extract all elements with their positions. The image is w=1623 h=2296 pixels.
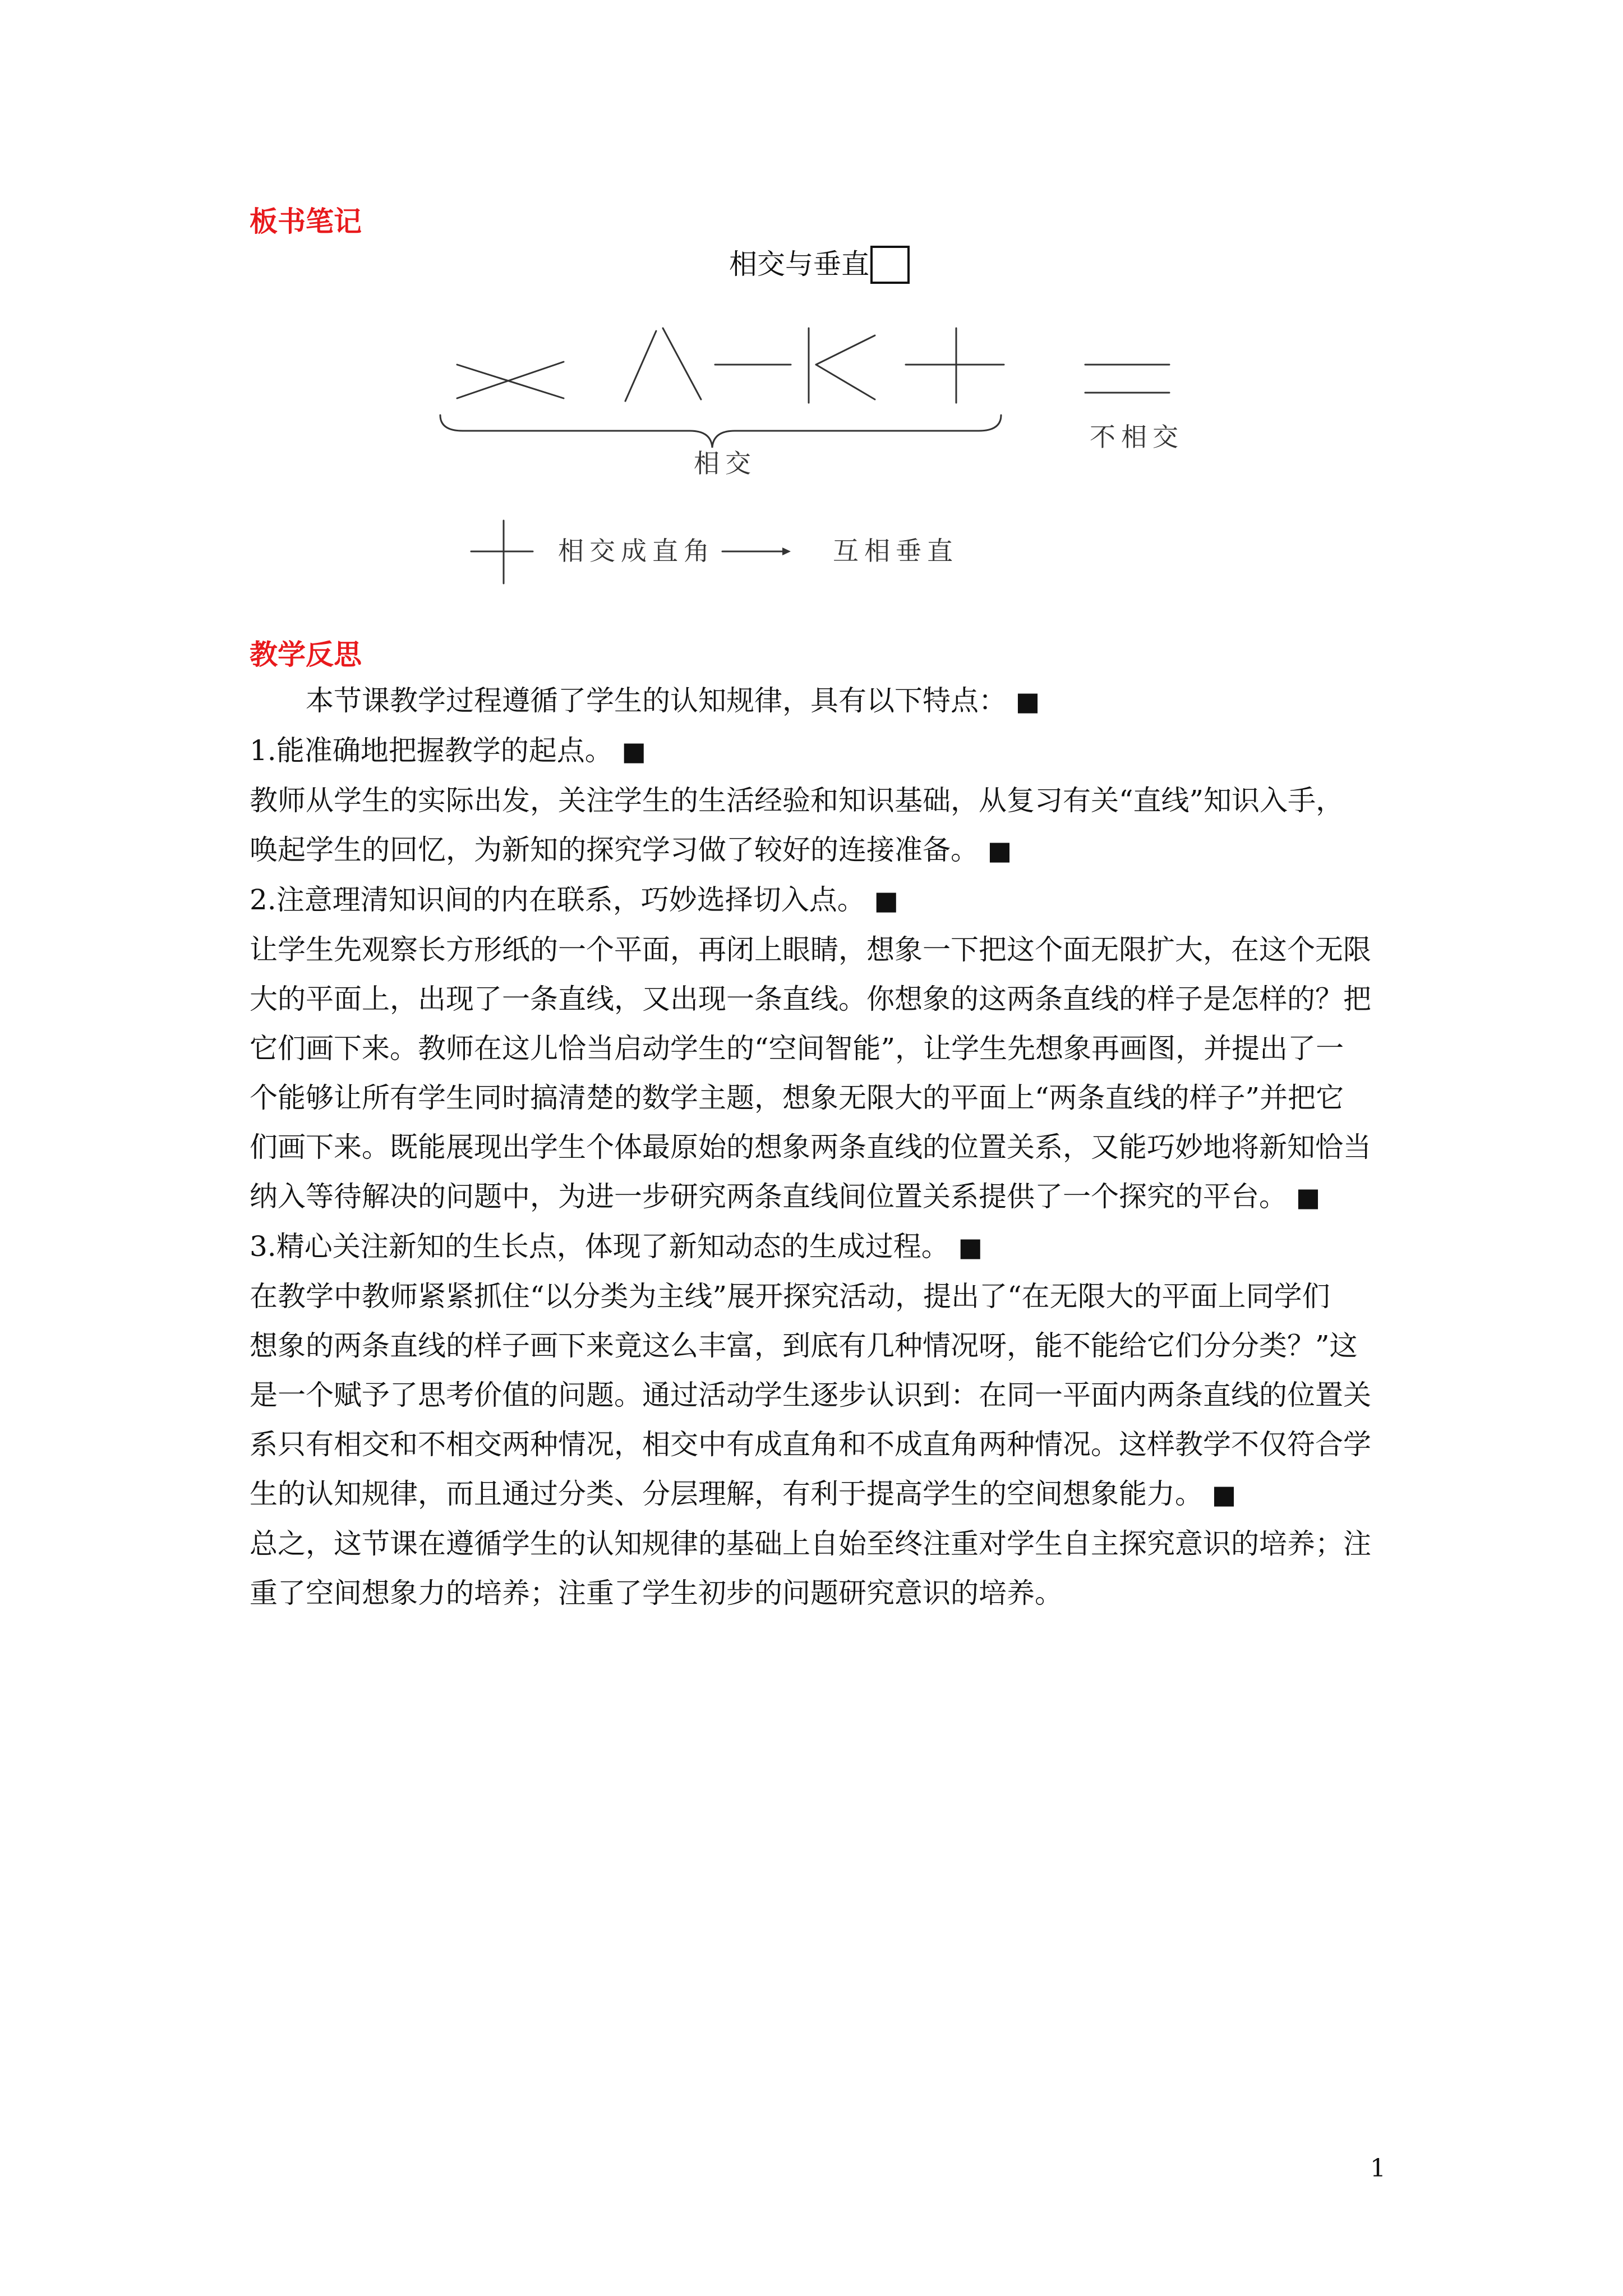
lines-meeting-vertex-icon (625, 328, 701, 401)
reflection-line-text: 总之，这节课在遵循学生的认知规律的基础上自始至终注重对学生自主探究意识的培养；注 (250, 1527, 1371, 1560)
reflection-line (250, 1073, 1394, 1122)
square-marker-icon: ■ (987, 835, 1012, 866)
reflection-line (250, 676, 1394, 726)
square-marker-icon: ■ (1211, 1479, 1237, 1510)
reflection-line-text: 是一个赋予了思考价值的问题。通过活动学生逐步认识到：在同一平面内两条直线的位置关 (250, 1379, 1371, 1411)
reflection-line (250, 726, 1394, 776)
reflection-line (250, 1568, 1394, 1618)
reflection-line-text: 系只有相交和不相交两种情况，相交中有成直角和不成直角两种情况。这样教学不仅符合学 (250, 1428, 1371, 1461)
reflection-line (250, 1370, 1394, 1420)
reflection-line-text: 纳入等待解决的问题中，为进一步研究两条直线间位置关系提供了一个探究的平台。 (250, 1180, 1287, 1213)
t-junction-lines-icon (715, 328, 809, 403)
reflection-line-text: 教师从学生的实际出发，关注学生的生活经验和知识基础，从复习有关“直线”知识入手， (250, 784, 1344, 817)
reflection-line-text: 它们画下来。教师在这儿恰当启动学生的“空间智能”，让学生先想象再画图，并提出了一 (250, 1032, 1344, 1065)
reflection-line (250, 1024, 1394, 1073)
reflection-line (250, 875, 1394, 925)
intersecting-lines-x-icon (457, 362, 564, 398)
reflection-line (250, 1519, 1394, 1568)
reflection-line (250, 1272, 1394, 1321)
reflection-line-text: 想象的两条直线的样子画下来竟这么丰富，到底有几种情况呀，能不能给它们分分类？”这 (250, 1329, 1358, 1362)
not-intersect-label: 不相交 (1090, 422, 1184, 452)
reflection-line (250, 776, 1394, 825)
section-heading-board-notes: 板书笔记 (250, 205, 362, 238)
reflection-line-text: 个能够让所有学生同时搞清楚的数学主题，想象无限大的平面上“两条直线的样子”并把它 (250, 1082, 1344, 1114)
reflection-line-text: 3.精心关注新知的生长点，体现了新知动态的生成过程。 (250, 1230, 949, 1263)
reflection-line (250, 925, 1394, 974)
reflection-line (250, 825, 1394, 875)
section-heading-teaching-reflection: 教学反思 (250, 638, 362, 671)
reflection-line-text: 们画下来。既能展现出学生个体最原始的想象两条直线的位置关系，又能巧妙地将新知恰当 (250, 1131, 1371, 1163)
right-angle-label: 相交成直角 (558, 536, 715, 566)
diagram-title: 相交与垂直 (729, 248, 869, 280)
lines-relationship-diagram (0, 0, 1623, 606)
reflection-line-text: 重了空间想象力的培养；注重了学生初步的问题研究意识的培养。 (250, 1577, 1063, 1609)
square-marker-icon: ■ (958, 1232, 983, 1262)
reflection-line (250, 1420, 1394, 1469)
reflection-line-text: 1.能准确地把握教学的起点。 (250, 734, 613, 767)
reflection-line (250, 1122, 1394, 1172)
reflection-line-text: 2.注意理清知识间的内在联系，巧妙选择切入点。 (250, 884, 865, 916)
reflection-line-text: 唤起学生的回忆，为新知的探究学习做了较好的连接准备。 (250, 834, 979, 866)
page-number: 1 (1370, 2154, 1386, 2183)
perpendicular-example-icon (471, 521, 533, 583)
reflection-line-text: 本节课教学过程遵循了学生的认知规律，具有以下特点： (306, 684, 1007, 717)
perpendicular-label: 互相垂直 (833, 536, 958, 566)
grouping-brace (440, 415, 1001, 448)
perpendicular-cross-icon (906, 328, 1004, 403)
square-marker-icon: ■ (1015, 686, 1040, 716)
reflection-line (250, 1222, 1394, 1272)
reflection-line-text: 在教学中教师紧紧抓住“以分类为主线”展开探究活动，提出了“在无限大的平面上同学们 (250, 1280, 1330, 1313)
reflection-line (250, 1321, 1394, 1370)
reflection-line (250, 974, 1394, 1024)
lines-meeting-angle-icon (816, 335, 875, 399)
reflection-line (250, 1172, 1394, 1222)
square-marker-icon: ■ (1295, 1182, 1321, 1212)
reflection-line-text: 让学生先观察长方形纸的一个平面，再闭上眼睛，想象一下把这个面无限扩大，在这个无限 (250, 933, 1371, 966)
reflection-line-text: 大的平面上，出现了一条直线，又出现一条直线。你想象的这两条直线的样子是怎样的？把 (250, 983, 1371, 1015)
reflection-line (250, 1469, 1394, 1519)
square-marker-icon: ■ (621, 736, 647, 766)
intersect-label: 相交 (694, 448, 757, 478)
reflection-line-text: 生的认知规律，而且通过分类、分层理解，有利于提高学生的空间想象能力。 (250, 1478, 1203, 1510)
reflection-body (250, 676, 1394, 1618)
parallel-lines-icon (1085, 365, 1169, 393)
arrow-head-icon (782, 547, 791, 555)
square-marker-icon: ■ (874, 885, 899, 915)
